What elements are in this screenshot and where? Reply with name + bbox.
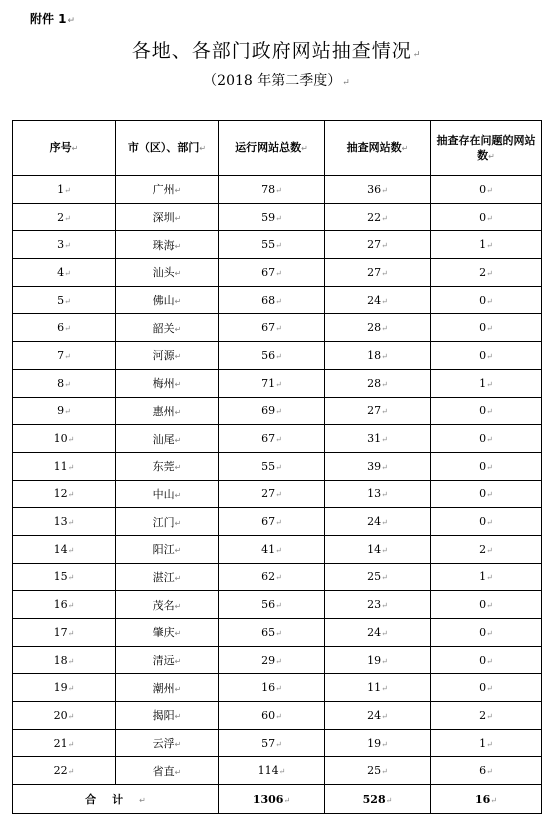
cell-region: 省直↵ bbox=[116, 757, 219, 785]
cell-checked-sites: 18↵ bbox=[325, 342, 431, 370]
cell-total-sites: 67↵ bbox=[219, 425, 325, 453]
cell-checked-sites: 19↵ bbox=[325, 729, 431, 757]
cell-serial: 12↵ bbox=[13, 480, 116, 508]
cell-problem-sites: 0↵ bbox=[431, 674, 542, 702]
cell-problem-sites: 6↵ bbox=[431, 757, 542, 785]
cell-serial: 19↵ bbox=[13, 674, 116, 702]
cell-total-sites: 16↵ bbox=[219, 674, 325, 702]
cell-problem-sites: 2↵ bbox=[431, 535, 542, 563]
table-row bbox=[13, 452, 542, 480]
cell-region: 佛山↵ bbox=[116, 286, 219, 314]
table-row bbox=[13, 508, 542, 536]
cell-checked-sites: 23↵ bbox=[325, 591, 431, 619]
cell-total-sites: 56↵ bbox=[219, 342, 325, 370]
table-row bbox=[13, 702, 542, 730]
cell-region: 河源↵ bbox=[116, 342, 219, 370]
cell-region: 湛江↵ bbox=[116, 563, 219, 591]
table-row bbox=[13, 757, 542, 785]
total-label: 合计↵ bbox=[13, 785, 219, 814]
table-row bbox=[13, 369, 542, 397]
table-row bbox=[13, 535, 542, 563]
cell-checked-sites: 19↵ bbox=[325, 646, 431, 674]
cell-checked-sites: 24↵ bbox=[325, 619, 431, 647]
inspection-table bbox=[12, 120, 542, 814]
table-row bbox=[13, 591, 542, 619]
cell-total-sites: 67↵ bbox=[219, 314, 325, 342]
cell-total-sites: 67↵ bbox=[219, 508, 325, 536]
cell-checked-sites: 39↵ bbox=[325, 452, 431, 480]
cell-total-sites: 27↵ bbox=[219, 480, 325, 508]
cell-region: 广州↵ bbox=[116, 176, 219, 204]
cell-serial: 18↵ bbox=[13, 646, 116, 674]
cell-checked-sites: 36↵ bbox=[325, 176, 431, 204]
cell-total-sites: 55↵ bbox=[219, 452, 325, 480]
cell-problem-sites: 0↵ bbox=[431, 397, 542, 425]
document-title: 各地、各部门政府网站抽查情况↵ bbox=[131, 40, 422, 62]
cell-region: 梅州↵ bbox=[116, 369, 219, 397]
cell-total-sites: 69↵ bbox=[219, 397, 325, 425]
cell-checked-sites: 28↵ bbox=[325, 314, 431, 342]
problem-sites-sum: 16↵ bbox=[431, 785, 542, 814]
cell-total-sites: 60↵ bbox=[219, 702, 325, 730]
cell-problem-sites: 0↵ bbox=[431, 508, 542, 536]
cell-region: 深圳↵ bbox=[116, 203, 219, 231]
cell-problem-sites: 0↵ bbox=[431, 619, 542, 647]
cell-total-sites: 56↵ bbox=[219, 591, 325, 619]
cell-region: 潮州↵ bbox=[116, 674, 219, 702]
cell-problem-sites: 2↵ bbox=[431, 702, 542, 730]
cell-total-sites: 41↵ bbox=[219, 535, 325, 563]
cell-problem-sites: 0↵ bbox=[431, 591, 542, 619]
table-body bbox=[13, 176, 542, 785]
cell-serial: 7↵ bbox=[13, 342, 116, 370]
cell-problem-sites: 1↵ bbox=[431, 563, 542, 591]
cell-checked-sites: 28↵ bbox=[325, 369, 431, 397]
cell-problem-sites: 0↵ bbox=[431, 314, 542, 342]
cell-problem-sites: 0↵ bbox=[431, 176, 542, 204]
header-checked-sites: 抽查网站数↵ bbox=[325, 121, 431, 176]
cell-serial: 13↵ bbox=[13, 508, 116, 536]
cell-region: 珠海↵ bbox=[116, 231, 219, 259]
cell-total-sites: 65↵ bbox=[219, 619, 325, 647]
table-row bbox=[13, 646, 542, 674]
table-row bbox=[13, 425, 542, 453]
cell-region: 茂名↵ bbox=[116, 591, 219, 619]
cell-problem-sites: 0↵ bbox=[431, 452, 542, 480]
cell-checked-sites: 27↵ bbox=[325, 259, 431, 287]
cell-checked-sites: 24↵ bbox=[325, 702, 431, 730]
table-row bbox=[13, 231, 542, 259]
cell-region: 阳江↵ bbox=[116, 535, 219, 563]
cell-serial: 4↵ bbox=[13, 259, 116, 287]
cell-region: 清远↵ bbox=[116, 646, 219, 674]
cell-serial: 10↵ bbox=[13, 425, 116, 453]
cell-region: 中山↵ bbox=[116, 480, 219, 508]
cell-total-sites: 78↵ bbox=[219, 176, 325, 204]
cell-checked-sites: 14↵ bbox=[325, 535, 431, 563]
cell-total-sites: 68↵ bbox=[219, 286, 325, 314]
cell-checked-sites: 27↵ bbox=[325, 231, 431, 259]
cell-region: 惠州↵ bbox=[116, 397, 219, 425]
table-row bbox=[13, 674, 542, 702]
cell-total-sites: 67↵ bbox=[219, 259, 325, 287]
cell-serial: 2↵ bbox=[13, 203, 116, 231]
cell-total-sites: 114↵ bbox=[219, 757, 325, 785]
table-row bbox=[13, 619, 542, 647]
cell-serial: 11↵ bbox=[13, 452, 116, 480]
cell-problem-sites: 0↵ bbox=[431, 425, 542, 453]
cell-serial: 22↵ bbox=[13, 757, 116, 785]
cell-serial: 16↵ bbox=[13, 591, 116, 619]
cell-checked-sites: 25↵ bbox=[325, 757, 431, 785]
table-row bbox=[13, 203, 542, 231]
table-row bbox=[13, 397, 542, 425]
cell-region: 江门↵ bbox=[116, 508, 219, 536]
cell-problem-sites: 1↵ bbox=[431, 729, 542, 757]
document-subtitle: （2018 年第二季度）↵ bbox=[203, 73, 350, 89]
total-row bbox=[13, 785, 542, 814]
cell-problem-sites: 0↵ bbox=[431, 646, 542, 674]
cell-serial: 6↵ bbox=[13, 314, 116, 342]
cell-total-sites: 55↵ bbox=[219, 231, 325, 259]
cell-region: 汕头↵ bbox=[116, 259, 219, 287]
cell-problem-sites: 1↵ bbox=[431, 369, 542, 397]
table-row bbox=[13, 286, 542, 314]
cell-problem-sites: 0↵ bbox=[431, 203, 542, 231]
cell-total-sites: 59↵ bbox=[219, 203, 325, 231]
cell-problem-sites: 0↵ bbox=[431, 480, 542, 508]
cell-serial: 20↵ bbox=[13, 702, 116, 730]
table-row bbox=[13, 480, 542, 508]
cell-region: 云浮↵ bbox=[116, 729, 219, 757]
cell-serial: 1↵ bbox=[13, 176, 116, 204]
checked-sites-sum: 528↵ bbox=[325, 785, 431, 814]
cell-checked-sites: 11↵ bbox=[325, 674, 431, 702]
cell-region: 汕尾↵ bbox=[116, 425, 219, 453]
cell-serial: 8↵ bbox=[13, 369, 116, 397]
cell-region: 肇庆↵ bbox=[116, 619, 219, 647]
cell-checked-sites: 24↵ bbox=[325, 508, 431, 536]
cell-serial: 15↵ bbox=[13, 563, 116, 591]
cell-checked-sites: 24↵ bbox=[325, 286, 431, 314]
table-row bbox=[13, 342, 542, 370]
cell-serial: 3↵ bbox=[13, 231, 116, 259]
table-row bbox=[13, 729, 542, 757]
cell-total-sites: 62↵ bbox=[219, 563, 325, 591]
cell-serial: 9↵ bbox=[13, 397, 116, 425]
total-sites-sum: 1306↵ bbox=[219, 785, 325, 814]
cell-total-sites: 57↵ bbox=[219, 729, 325, 757]
table-header-row bbox=[13, 121, 542, 176]
table-row bbox=[13, 563, 542, 591]
header-problem-sites: 抽查存在问题的网站数↵ bbox=[431, 121, 542, 176]
cell-serial: 21↵ bbox=[13, 729, 116, 757]
cell-problem-sites: 2↵ bbox=[431, 259, 542, 287]
attachment-label: 附件 1↵ bbox=[30, 12, 76, 26]
cell-problem-sites: 0↵ bbox=[431, 342, 542, 370]
cell-problem-sites: 1↵ bbox=[431, 231, 542, 259]
cell-region: 东莞↵ bbox=[116, 452, 219, 480]
cell-serial: 5↵ bbox=[13, 286, 116, 314]
cell-serial: 14↵ bbox=[13, 535, 116, 563]
cell-checked-sites: 13↵ bbox=[325, 480, 431, 508]
header-total-sites: 运行网站总数↵ bbox=[219, 121, 325, 176]
cell-problem-sites: 0↵ bbox=[431, 286, 542, 314]
cell-checked-sites: 22↵ bbox=[325, 203, 431, 231]
cell-serial: 17↵ bbox=[13, 619, 116, 647]
cell-checked-sites: 31↵ bbox=[325, 425, 431, 453]
header-serial: 序号↵ bbox=[13, 121, 116, 176]
table-row bbox=[13, 314, 542, 342]
cell-region: 揭阳↵ bbox=[116, 702, 219, 730]
cell-total-sites: 71↵ bbox=[219, 369, 325, 397]
header-region: 市（区）、部门↵ bbox=[116, 121, 219, 176]
cell-checked-sites: 27↵ bbox=[325, 397, 431, 425]
cell-region: 韶关↵ bbox=[116, 314, 219, 342]
table-row bbox=[13, 259, 542, 287]
cell-total-sites: 29↵ bbox=[219, 646, 325, 674]
cell-checked-sites: 25↵ bbox=[325, 563, 431, 591]
table-row bbox=[13, 176, 542, 204]
